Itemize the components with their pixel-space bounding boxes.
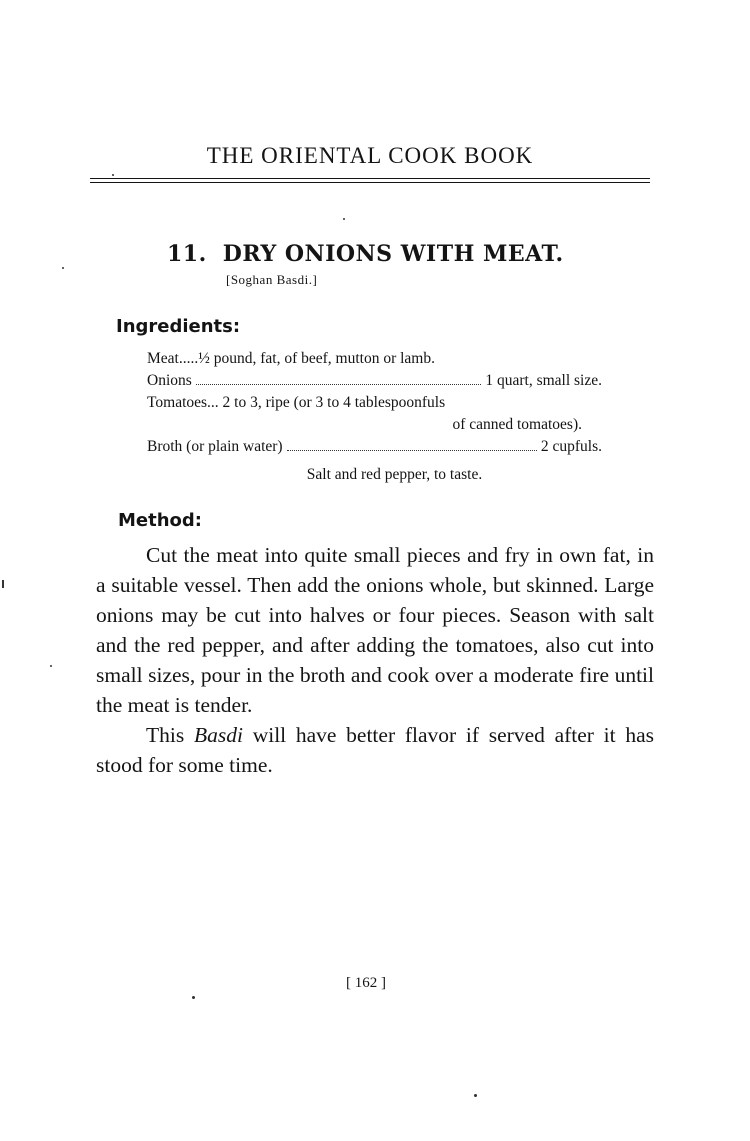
- ingredient-name: Onions: [147, 372, 192, 389]
- method-paragraph: Cut the meat into quite small pieces and fry in own fat, in a suitable vessel. Then add the onions whole, but skinned. Large onions may be cut into halves or four pieces. Season with salt and the red pepper, and after adding the tomatoes, also cut into small sizes, pour in the broth and cook over a moderate fire until the meat is tender.: [96, 543, 654, 717]
- recipe-title: DRY ONIONS WITH MEAT.: [222, 241, 564, 267]
- method-text: [96, 540, 654, 780]
- ingredient-row: [147, 436, 602, 458]
- recipe-title-line: [167, 241, 564, 267]
- recipe-number: 11.: [167, 241, 207, 267]
- print-speck: [192, 996, 195, 999]
- print-speck: [50, 665, 52, 667]
- ingredient-name: Tomatoes...: [147, 394, 219, 411]
- ingredient-amount: ½ pound, fat, of beef, mutton or lamb.: [198, 350, 435, 367]
- header-rule-thin: [90, 182, 650, 183]
- recipe-subtitle: [Soghan Basdi.]: [226, 272, 318, 287]
- print-speck: [62, 267, 64, 269]
- ingredient-amount: Salt and red pepper, to taste.: [306, 466, 483, 483]
- method-paragraph: [96, 720, 654, 780]
- ingredient-amount: of canned tomatoes).: [452, 416, 582, 433]
- method-text-span: will have better flavor if served after it has stood for some time.: [96, 723, 655, 777]
- ingredient-name: Meat.....: [147, 350, 199, 367]
- dot-leader: [196, 383, 482, 385]
- ingredient-row: [147, 348, 602, 370]
- ingredients-label: Ingredients:: [116, 316, 241, 337]
- method-label: Method:: [118, 510, 202, 531]
- ingredient-amount: 1 quart, small size.: [485, 372, 602, 389]
- print-speck: [2, 580, 4, 588]
- ingredient-amount: 2 to 3, ripe (or 3 to 4 tablespoonfuls: [222, 394, 446, 411]
- method-text-span: This: [146, 723, 185, 747]
- print-speck: [474, 1094, 477, 1097]
- ingredient-row: [147, 370, 602, 392]
- ingredient-amount: 2 cupfuls.: [540, 438, 602, 455]
- page-number: [ 162 ]: [346, 975, 386, 991]
- ingredient-row: [147, 392, 602, 414]
- method-italic-term: Basdi: [193, 723, 243, 747]
- ingredient-name: Broth (or plain water): [147, 438, 283, 455]
- running-head: THE ORIENTAL COOK BOOK: [206, 143, 534, 168]
- ingredient-row: [147, 414, 602, 436]
- print-speck: [112, 174, 114, 176]
- ingredient-row: [147, 464, 602, 486]
- dot-leader: [287, 449, 537, 451]
- ingredients-list: [147, 348, 602, 486]
- print-speck: [343, 218, 345, 220]
- header-rule-thick: [90, 178, 650, 179]
